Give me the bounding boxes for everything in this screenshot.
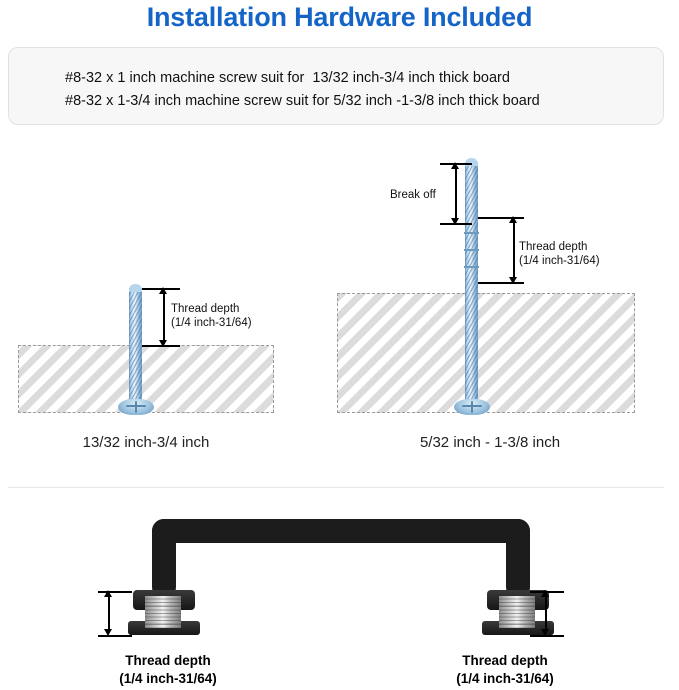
handle-right-leg <box>506 519 530 599</box>
handle-left-leg <box>152 519 176 599</box>
thread-depth-label-left-line1: Thread depth <box>171 303 240 315</box>
handle-right-label-line1: Thread depth <box>462 653 548 668</box>
dimension-line-right <box>513 221 515 281</box>
spec-box <box>8 47 664 125</box>
handle-right-label-line2: (1/4 inch-31/64) <box>456 671 554 686</box>
handle-top-bar <box>152 519 530 543</box>
break-off-dimension-line <box>455 167 457 222</box>
screw-head-slot-vertical-left <box>135 401 137 413</box>
board-right <box>337 293 635 413</box>
break-off-notch-2 <box>464 249 479 251</box>
handle-right-dimension-line <box>545 596 547 632</box>
screw-threads-right <box>465 162 478 406</box>
screw-shaft-tip-left <box>129 284 142 292</box>
break-off-notch-3 <box>464 266 479 268</box>
screw-head-slot-vertical-right <box>471 401 473 413</box>
handle-left-label-line1: Thread depth <box>125 653 211 668</box>
spec-line-1: #8-32 x 1 inch machine screw suit for 13/32 inch-3/4 inch thick board <box>65 70 510 86</box>
break-off-tick-top <box>440 163 472 165</box>
dimension-tick-top-left <box>142 288 180 290</box>
caption-right: 5/32 inch - 1-3/8 inch <box>419 434 561 451</box>
thread-depth-label-left-line2: (1/4 inch-31/64) <box>171 317 252 329</box>
section-divider <box>8 487 664 488</box>
handle-right-thread-lines <box>499 596 535 628</box>
spec-line-2: #8-32 x 1-3/4 inch machine screw suit for 5/32 inch -1-3/8 inch thick board <box>65 93 540 109</box>
handle-right-tick-top <box>530 591 564 593</box>
break-off-tick-bottom <box>440 223 472 225</box>
dimension-tick-top-right <box>478 217 524 219</box>
screw-threads-left <box>129 288 142 406</box>
handle-left-thread-lines <box>145 596 181 628</box>
page-title: Installation Hardware Included <box>146 2 533 32</box>
dimension-line-left <box>163 292 165 344</box>
thread-depth-label-right-line1: Thread depth <box>519 241 588 253</box>
handle-left-tick-bottom <box>98 635 132 637</box>
break-off-notch-1 <box>464 232 479 234</box>
handle-left-tick-top <box>98 591 132 593</box>
screw-shaft-tip-right <box>465 158 478 166</box>
dimension-tick-bottom-right <box>478 282 524 284</box>
thread-depth-label-right-line2: (1/4 inch-31/64) <box>519 255 600 267</box>
handle-left-dimension-line <box>108 596 110 632</box>
break-off-label: Break off <box>390 189 436 201</box>
dimension-tick-bottom-left <box>142 345 180 347</box>
handle-right-tick-bottom <box>530 635 564 637</box>
handle-left-label-line2: (1/4 inch-31/64) <box>119 671 217 686</box>
caption-left: 13/32 inch-3/4 inch <box>82 434 210 451</box>
